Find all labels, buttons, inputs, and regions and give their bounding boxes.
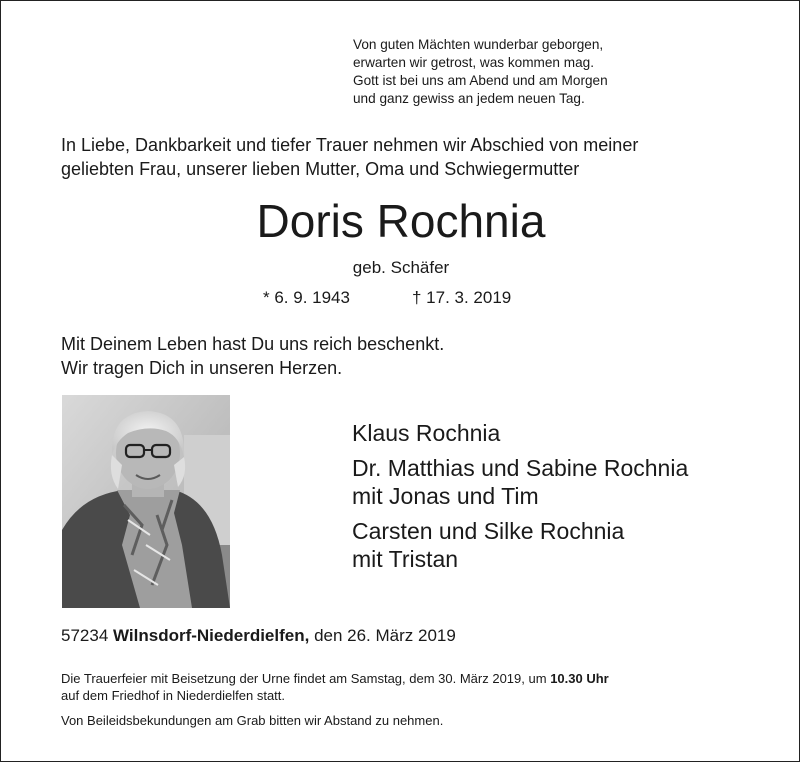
memorial-quote — [61, 332, 444, 380]
birth-date: * 6. 9. 1943 — [263, 288, 350, 307]
notice-date: den 26. März 2019 — [314, 626, 456, 645]
place-and-date — [61, 625, 456, 647]
death-date: † 17. 3. 2019 — [412, 288, 512, 307]
poem-line: Von guten Mächten wunderbar geborgen, — [353, 37, 604, 52]
condolence-note: Von Beileidsbekundungen am Grab bitten wir Abstand zu nehmen. — [61, 713, 444, 728]
mourner-line: Dr. Matthias und Sabine Rochnia — [352, 455, 689, 481]
service-line — [61, 670, 609, 687]
mourner-line: mit Tristan — [352, 546, 459, 572]
portrait-photo — [62, 395, 230, 608]
poem-line: und ganz gewiss an jedem neuen Tag. — [353, 91, 585, 106]
mourners-list — [352, 419, 688, 580]
deceased-name: Doris Rochnia — [256, 195, 546, 247]
poem-line: Gott ist bei uns am Abend und am Morgen — [353, 73, 608, 88]
maiden-name: geb. Schäfer — [352, 258, 450, 277]
quote-line: Mit Deinem Leben hast Du uns reich beschenkt. — [61, 334, 445, 354]
service-text: Die Trauerfeier mit Beisetzung der Urne findet am Samstag, dem 30. März 2019, um — [61, 671, 547, 686]
postcode: 57234 — [61, 626, 109, 645]
intro-line: In Liebe, Dankbarkeit und tiefer Trauer nehmen wir Abschied von meiner — [61, 135, 639, 155]
mourner-line: Klaus Rochnia — [352, 420, 501, 446]
mourner-line: mit Jonas und Tim — [352, 483, 539, 509]
mourner-line: Carsten und Silke Rochnia — [352, 518, 625, 544]
service-line: auf dem Friedhof in Niederdielfen statt. — [61, 688, 286, 703]
town: Wilnsdorf-Niederdielfen, — [113, 626, 310, 645]
mourner-group — [352, 517, 688, 573]
mourner-group — [352, 419, 688, 447]
intro-line: geliebten Frau, unserer lieben Mutter, Oma und Schwiegermutter — [61, 159, 580, 179]
poem — [353, 36, 608, 108]
poem-line: erwarten wir getrost, was kommen mag. — [353, 55, 594, 70]
funeral-service-info — [61, 670, 609, 704]
quote-line: Wir tragen Dich in unseren Herzen. — [61, 358, 343, 378]
mourner-group — [352, 454, 688, 510]
intro-text — [61, 133, 638, 181]
service-time: 10.30 Uhr — [550, 671, 609, 686]
